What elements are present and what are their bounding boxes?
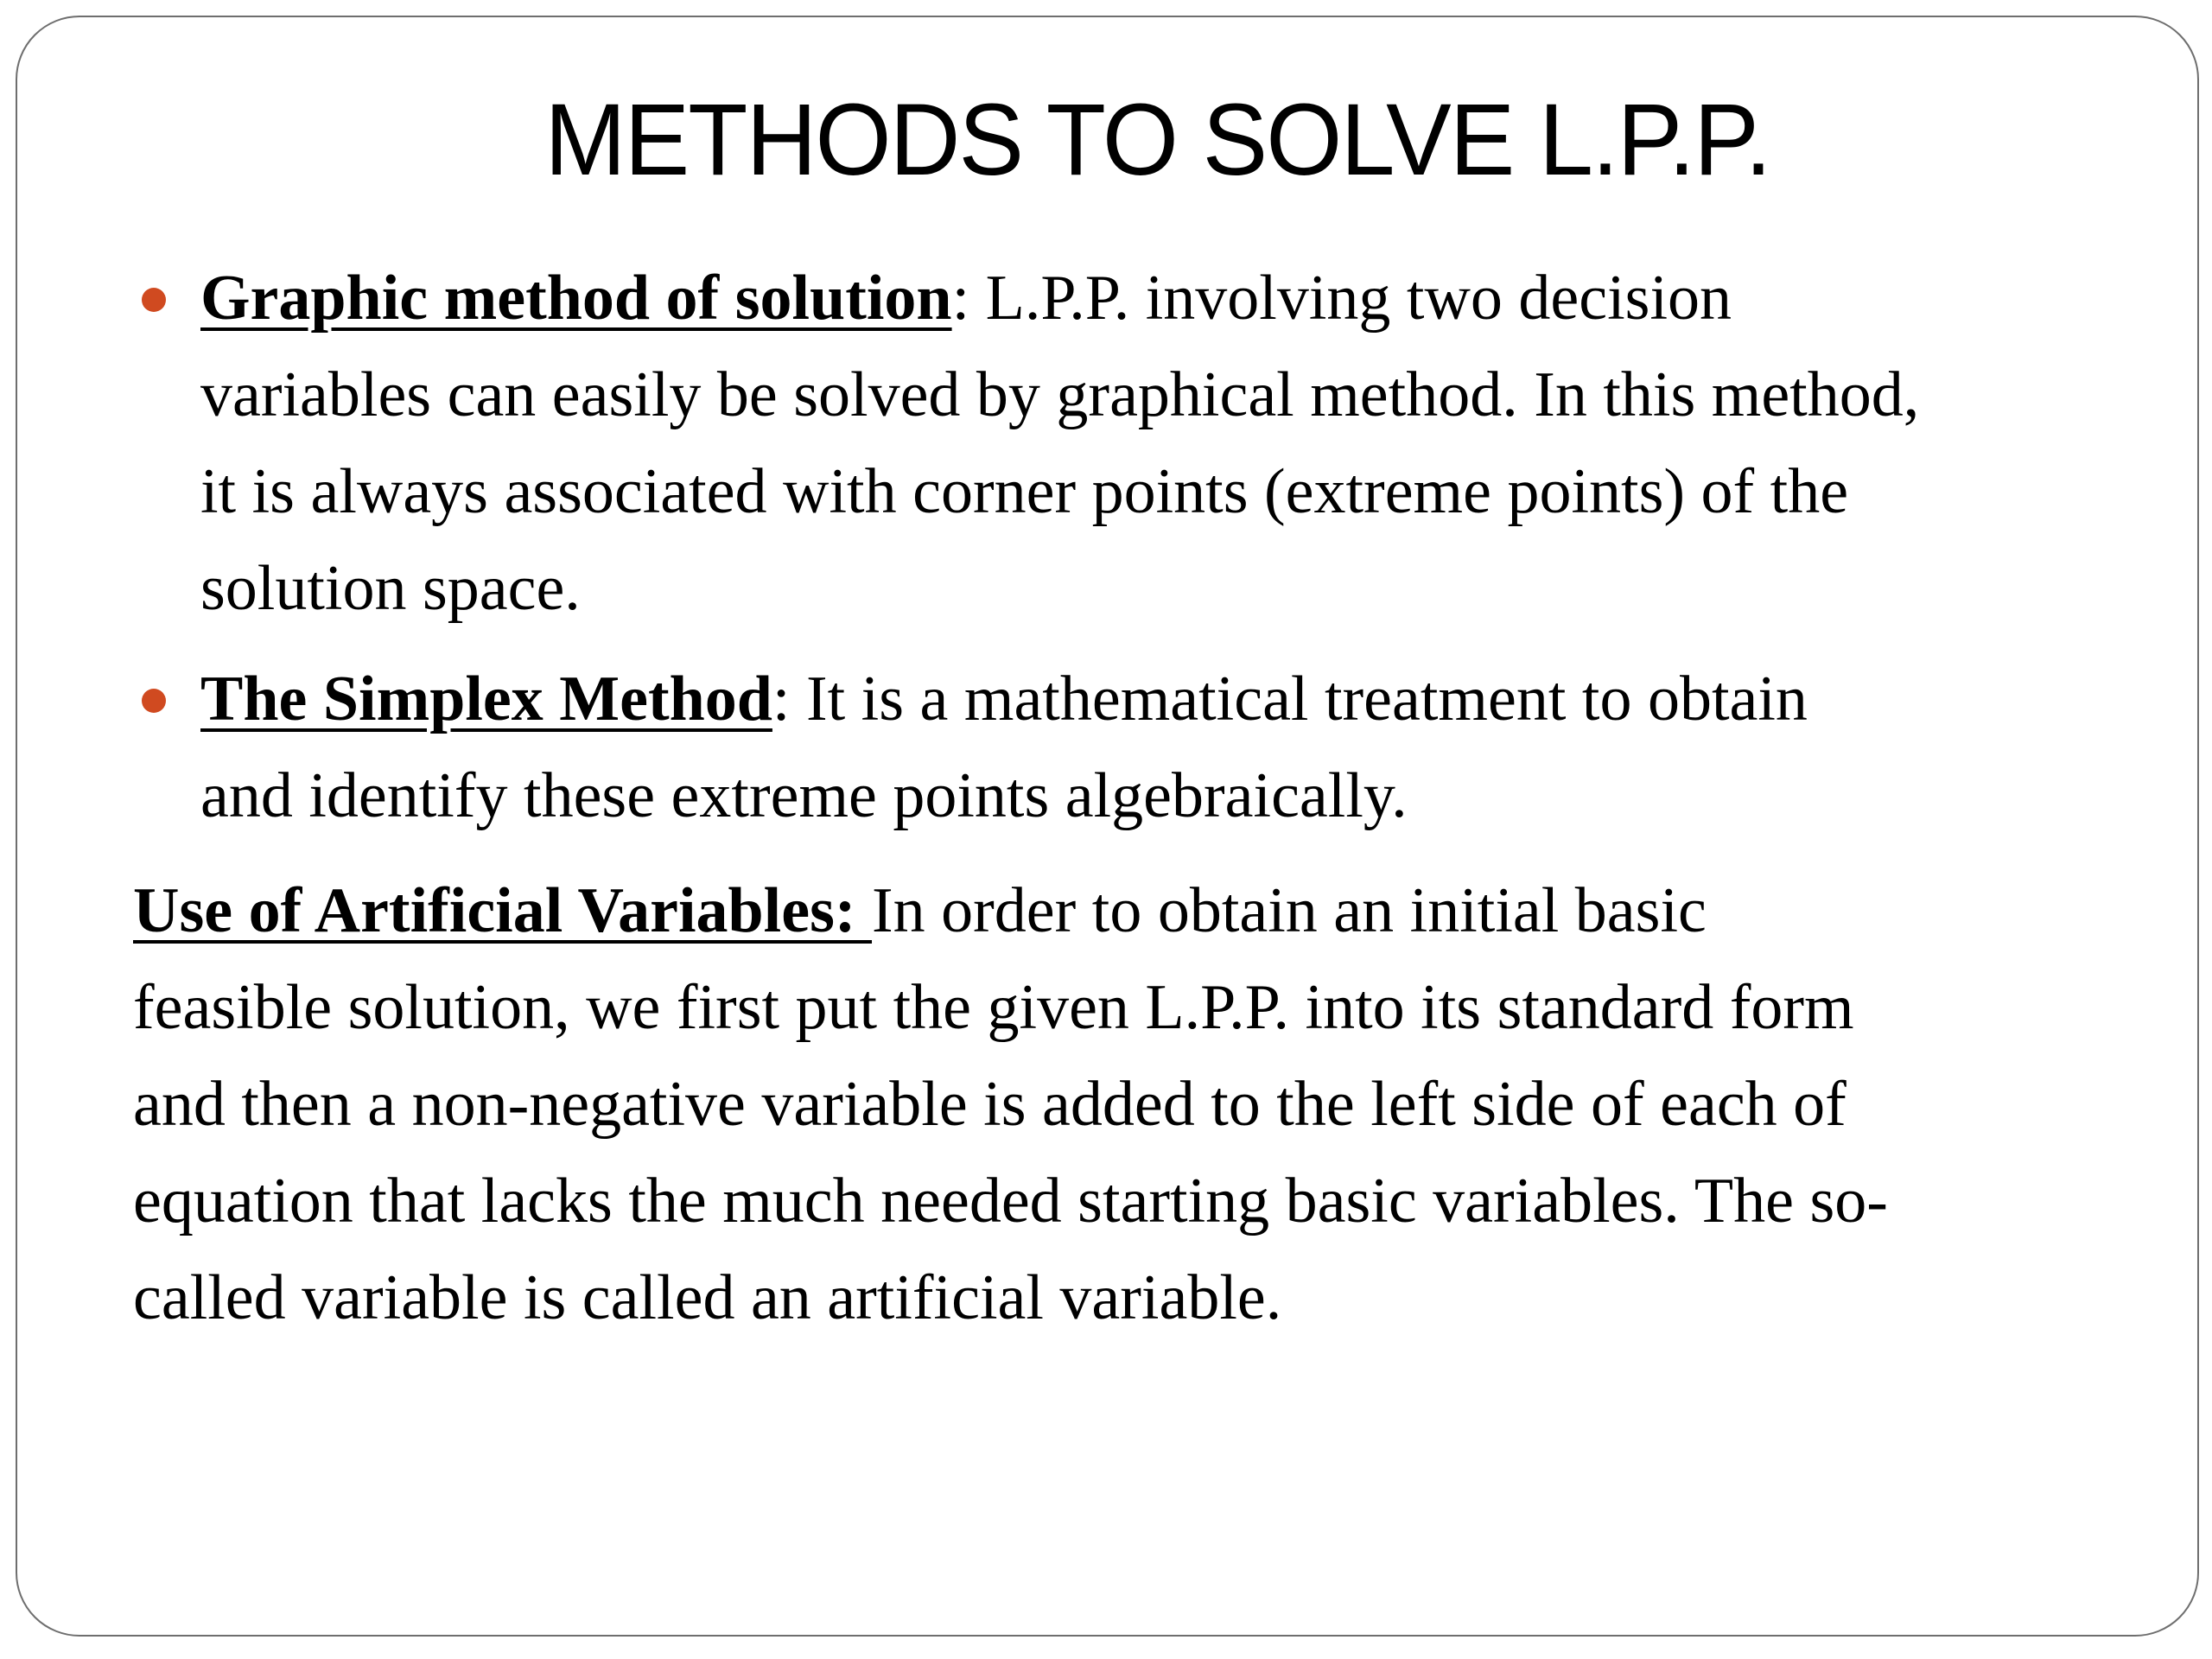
- term-graphic-method: Graphic method of solution: [200, 263, 952, 334]
- term-artificial-variables: Use of Artificial Variables:: [133, 875, 873, 946]
- bullet-dot-icon: [142, 288, 166, 312]
- bullet-simplex-method: [200, 651, 2136, 844]
- slide-title: METHODS TO SOLVE L.P.P.: [544, 83, 1770, 197]
- paragraph-line: [133, 862, 2120, 959]
- bullet-line: and identify these extreme points algebraically.: [200, 760, 1408, 831]
- paragraph-line: equation that lacks the much needed starting basic variables. The so-: [133, 1166, 1888, 1236]
- bullet-dot-icon: [142, 689, 166, 713]
- bullet-text: : It is a mathematical treatment to obtain: [772, 664, 1808, 734]
- paragraph-line: called variable is called an artificial variable.: [133, 1262, 1282, 1333]
- bullet-line: solution space.: [200, 553, 581, 624]
- term-simplex-method: The Simplex Method: [200, 664, 772, 734]
- artificial-variables-paragraph: [133, 862, 2120, 1346]
- paragraph-line: feasible solution, we first put the given L.P.P. into its standard form: [133, 972, 1854, 1043]
- paragraph-text: In order to obtain an initial basic: [872, 875, 1707, 946]
- bullet-graphic-method: [200, 250, 2136, 637]
- bullet-line: it is always associated with corner points (extreme points) of the: [200, 456, 1849, 527]
- bullet-line: variables can easily be solved by graphical method. In this method,: [200, 359, 1920, 430]
- bullet-line: [200, 250, 2136, 346]
- bullet-text: : L.P.P. involving two decision: [951, 263, 1732, 334]
- paragraph-line: and then a non-negative variable is added to the left side of each of: [133, 1069, 1847, 1140]
- bullet-line: [200, 651, 2136, 747]
